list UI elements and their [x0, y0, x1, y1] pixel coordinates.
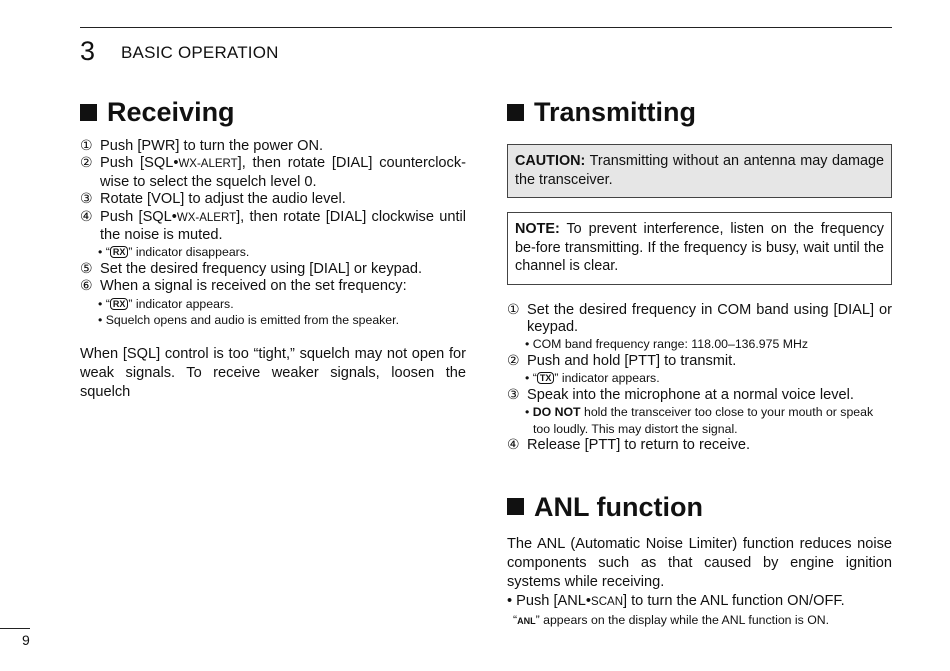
- receiving-step-4: [80, 209, 466, 261]
- step-text: Rotate [VOL] to adjust the audio level.: [100, 191, 346, 208]
- step-note: • “ TX ” indicator appears.: [525, 371, 660, 386]
- transmitting-step-3: [507, 387, 892, 437]
- caution-label: CAUTION:: [515, 153, 586, 169]
- receiving-step-1: [80, 138, 466, 155]
- tx-indicator-icon: TX: [537, 372, 555, 384]
- header-rule: [80, 27, 892, 28]
- rx-indicator-icon: RX: [110, 298, 129, 310]
- step-note: • DO NOT hold the transceiver too close to your mouth or speak too loudly. This may distort the signal.: [525, 405, 874, 436]
- step-text: Set the desired frequency using [DIAL] or keypad.: [100, 260, 423, 277]
- step-text: ], then rotate [DIAL] counterclock-wise to select the squelch level 0.: [100, 155, 467, 190]
- step-number: ⑤: [80, 260, 93, 277]
- anl-bullet: • Push [ANL•SCAN] to turn the ANL function ON/OFF.: [507, 592, 845, 609]
- step-number: ①: [507, 301, 520, 318]
- step-number: ②: [507, 352, 520, 369]
- transmitting-steps: [507, 302, 892, 455]
- rx-indicator-icon: RX: [110, 246, 129, 258]
- key-label: WX-ALERT: [176, 211, 237, 224]
- note-text: To prevent interference, listen on the frequency be-fore transmitting. If the frequency is busy, wait until the channel is clear.: [515, 221, 884, 274]
- step-text: Release [PTT] to return to receive.: [527, 437, 751, 454]
- caution-text: Transmitting without an antenna may damage the transceiver.: [515, 153, 884, 188]
- transmitting-title: Transmitting: [534, 97, 697, 127]
- transmitting-section: [507, 96, 892, 629]
- transmitting-heading: [507, 96, 892, 128]
- step-number: ③: [80, 191, 93, 208]
- step-number: ①: [80, 138, 93, 154]
- step-note: • COM band frequency range: 118.00–136.975 MHz: [525, 337, 808, 352]
- step-text: Speak into the microphone at a normal voice level.: [527, 386, 854, 403]
- note-box: [507, 212, 892, 285]
- step-note: • Squelch opens and audio is emitted from the speaker.: [98, 313, 399, 328]
- square-bullet-icon: [507, 498, 524, 515]
- step-number: ②: [80, 155, 93, 172]
- anl-heading: [507, 491, 892, 523]
- receiving-step-2: [80, 155, 466, 191]
- transmitting-step-1: [507, 302, 892, 353]
- step-text: Push [PWR] to turn the power ON.: [100, 138, 324, 154]
- receiving-heading: [80, 96, 466, 128]
- step-text: ], then rotate [DIAL] clockwise until the noise is muted.: [100, 208, 466, 244]
- step-number: ④: [80, 208, 93, 225]
- chapter-title: BASIC OPERATION: [121, 43, 279, 62]
- warning-emphasis: DO NOT: [532, 405, 581, 420]
- receiving-section: [80, 96, 466, 402]
- square-bullet-icon: [80, 104, 97, 121]
- key-label: WX-ALERT: [178, 158, 238, 171]
- chapter-number: 3: [80, 36, 96, 66]
- step-text: When a signal is received on the set frequency:: [100, 278, 407, 295]
- step-number: ③: [507, 386, 520, 403]
- anl-section: [507, 491, 892, 630]
- receiving-step-6: [80, 278, 466, 328]
- note-label: NOTE:: [515, 221, 560, 237]
- anl-title: ANL function: [534, 491, 703, 522]
- receiving-step-3: [80, 191, 466, 208]
- step-text: Set the desired frequency in COM band using [DIAL] or keypad.: [527, 301, 892, 335]
- step-text: Push [SQL•: [100, 208, 177, 225]
- transmitting-step-2: [507, 353, 892, 387]
- receiving-paragraph: When [SQL] control is too “tight,” squelch may not open for weak signals. To receive weaker signals, loosen the squelch: [80, 345, 466, 400]
- step-number: ④: [507, 437, 520, 454]
- step-number: ⑥: [80, 278, 93, 295]
- step-note: • “ RX ” indicator disappears.: [98, 245, 250, 260]
- step-note: • “ RX ” indicator appears.: [98, 296, 234, 311]
- transmitting-step-4: [507, 437, 892, 454]
- anl-indicator-icon: ANL: [517, 615, 536, 626]
- receiving-step-5: [80, 261, 466, 278]
- footer-rule: [0, 628, 30, 629]
- square-bullet-icon: [507, 104, 524, 121]
- receiving-steps: [80, 138, 466, 329]
- step-text: Push [SQL•: [100, 155, 179, 172]
- anl-note: “ANL” appears on the display while the ANL function is ON.: [513, 612, 830, 627]
- caution-box: [507, 144, 892, 198]
- receiving-title: Receiving: [107, 97, 235, 127]
- step-text: Push and hold [PTT] to transmit.: [527, 352, 737, 369]
- key-label: SCAN: [591, 595, 623, 608]
- anl-paragraph: The ANL (Automatic Noise Limiter) function reduces noise components such as that caused by engine ignition systems while receiving.: [507, 535, 892, 590]
- page-number: 9: [22, 632, 30, 648]
